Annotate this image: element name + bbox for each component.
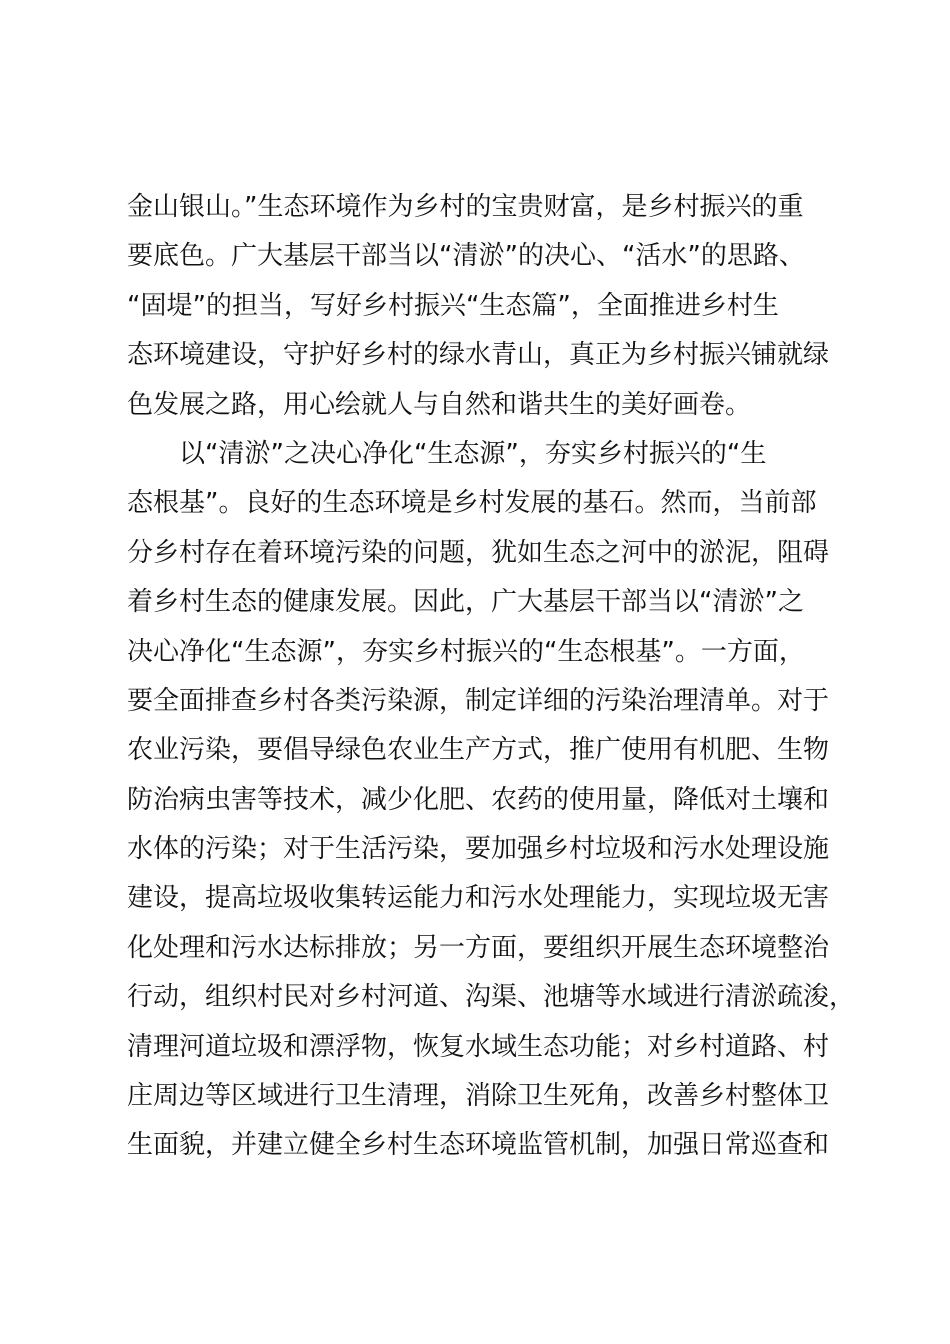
text-line: 农业污染，要倡导绿色农业生产方式，推广使用有机肥、生物 <box>127 735 830 766</box>
text-line: 态环境建设，守护好乡村的绿水青山，真正为乡村振兴铺就绿 <box>127 340 830 371</box>
text-line: 清理河道垃圾和漂浮物，恢复水域生态功能；对乡村道路、村 <box>127 1031 830 1062</box>
text-line: 防治病虫害等技术，减少化肥、农药的使用量，降低对土壤和 <box>127 784 830 815</box>
text-line: 决心净化“生态源”，夯实乡村振兴的“生态根基”。一方面， <box>127 636 805 667</box>
text-line: 要全面排查乡村各类污染源，制定详细的污染治理清单。对于 <box>127 685 830 716</box>
text-line: 庄周边等区域进行卫生清理，消除卫生死角，改善乡村整体卫 <box>127 1081 830 1112</box>
text-line: 着乡村生态的健康发展。因此，广大基层干部当以“清淤”之 <box>127 587 804 618</box>
text-line: 要底色。广大基层干部当以“清淤”的决心、“活水”的思路、 <box>127 241 805 272</box>
text-line: “固堤”的担当，写好乡村振兴“生态篇”，全面推进乡村生 <box>127 290 779 321</box>
text-line: 生面貌，并建立健全乡村生态环境监管机制，加强日常巡查和 <box>127 1130 830 1161</box>
text-line: 化处理和污水达标排放；另一方面，要组织开展生态环境整治 <box>127 932 830 963</box>
text-line: 金山银山。”生态环境作为乡村的宝贵财富，是乡村振兴的重 <box>127 192 804 222</box>
text-line: 色发展之路，用心绘就人与自然和谐共生的美好画卷。 <box>127 389 752 420</box>
body-text <box>127 183 856 1171</box>
text-line: 行动，组织村民对乡村河道、沟渠、池塘等水域进行清淤疏浚， <box>127 982 856 1013</box>
paragraph-start-line: 以“清淤”之决心净化“生态源”，夯实乡村振兴的“生 <box>127 438 767 469</box>
text-line: 水体的污染；对于生活污染，要加强乡村垃圾和污水处理设施 <box>127 834 830 865</box>
text-line: 建设，提高垃圾收集转运能力和污水处理能力，实现垃圾无害 <box>127 883 830 914</box>
text-line: 分乡村存在着环境污染的问题，犹如生态之河中的淤泥，阻碍 <box>127 537 830 568</box>
text-line: 态根基”。良好的生态环境是乡村发展的基石。然而，当前部 <box>127 488 817 519</box>
